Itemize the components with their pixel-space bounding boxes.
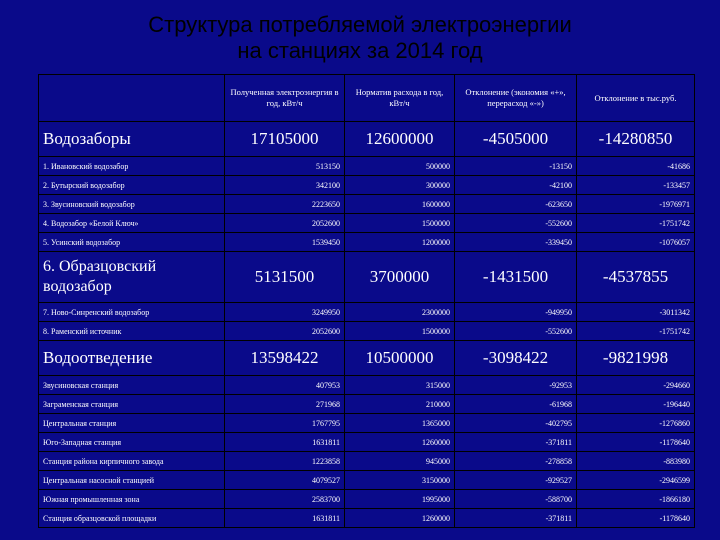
table-row [39, 509, 695, 528]
value-cell: -1431500 [455, 252, 577, 303]
value-cell: -4537855 [577, 252, 695, 303]
row-label: Станция района кирпичного завода [39, 452, 225, 471]
value-cell: -3011342 [577, 303, 695, 322]
value-cell: -2946599 [577, 471, 695, 490]
header-cell: Полученная электроэнергия в год, кВт/ч [225, 75, 345, 122]
value-cell: 500000 [345, 157, 455, 176]
value-cell: -552600 [455, 322, 577, 341]
value-cell: -929527 [455, 471, 577, 490]
value-cell: 315000 [345, 376, 455, 395]
energy-table [38, 74, 695, 528]
row-label: 5. Усинский водозабор [39, 233, 225, 252]
value-cell: 1767795 [225, 414, 345, 433]
header-cell: Отклонение в тыс.руб. [577, 75, 695, 122]
row-label: Центральная насосной станцией [39, 471, 225, 490]
row-label: Центральная станция [39, 414, 225, 433]
value-cell: 407953 [225, 376, 345, 395]
group-row [39, 122, 695, 157]
value-cell: -14280850 [577, 122, 695, 157]
value-cell: -339450 [455, 233, 577, 252]
value-cell: 1260000 [345, 433, 455, 452]
value-cell: -92953 [455, 376, 577, 395]
table-row [39, 322, 695, 341]
table-row [39, 471, 695, 490]
header-cell [39, 75, 225, 122]
row-label: 2. Бутырский водозабор [39, 176, 225, 195]
table-row [39, 157, 695, 176]
value-cell: 271968 [225, 395, 345, 414]
row-label: Водоотведение [39, 341, 225, 376]
value-cell: 4079527 [225, 471, 345, 490]
value-cell: -1976971 [577, 195, 695, 214]
title-line-1: Структура потребляемой электроэнергии [148, 12, 572, 37]
value-cell: -4505000 [455, 122, 577, 157]
value-cell: -1178640 [577, 509, 695, 528]
value-cell: -1866180 [577, 490, 695, 509]
value-cell: 210000 [345, 395, 455, 414]
row-label: 3. Звусиновский водозабор [39, 195, 225, 214]
title-line-2: на станциях за 2014 год [237, 38, 483, 63]
value-cell: -588700 [455, 490, 577, 509]
value-cell: 300000 [345, 176, 455, 195]
value-cell: 1539450 [225, 233, 345, 252]
value-cell: -294660 [577, 376, 695, 395]
value-cell: 13598422 [225, 341, 345, 376]
table-row [39, 195, 695, 214]
value-cell: -402795 [455, 414, 577, 433]
group-row [39, 341, 695, 376]
table-row [39, 233, 695, 252]
row-label: Южная промышленная зона [39, 490, 225, 509]
row-label: 4. Водозабор «Белой Ключ» [39, 214, 225, 233]
value-cell: 1600000 [345, 195, 455, 214]
group-row [39, 252, 695, 303]
table-row [39, 414, 695, 433]
value-cell: 3249950 [225, 303, 345, 322]
value-cell: 2223650 [225, 195, 345, 214]
value-cell: -1751742 [577, 322, 695, 341]
row-label: Станция образцовской площадки [39, 509, 225, 528]
table-row [39, 376, 695, 395]
value-cell: 945000 [345, 452, 455, 471]
value-cell: -196440 [577, 395, 695, 414]
value-cell: 1631811 [225, 509, 345, 528]
row-label: Заграменская станция [39, 395, 225, 414]
value-cell: -623650 [455, 195, 577, 214]
value-cell: 3700000 [345, 252, 455, 303]
value-cell: 1500000 [345, 214, 455, 233]
row-label: Звусиновская станция [39, 376, 225, 395]
value-cell: -552600 [455, 214, 577, 233]
table-row [39, 214, 695, 233]
value-cell: -42100 [455, 176, 577, 195]
value-cell: 2052600 [225, 214, 345, 233]
value-cell: 3150000 [345, 471, 455, 490]
value-cell: 12600000 [345, 122, 455, 157]
value-cell: 1260000 [345, 509, 455, 528]
slide-title [0, 12, 720, 64]
value-cell: 342100 [225, 176, 345, 195]
row-label: 8. Раменский источник [39, 322, 225, 341]
row-label: 1. Ивановский водозабор [39, 157, 225, 176]
value-cell: -949950 [455, 303, 577, 322]
table-row [39, 490, 695, 509]
row-label: Юго-Западная станция [39, 433, 225, 452]
value-cell: -1751742 [577, 214, 695, 233]
value-cell: -1276860 [577, 414, 695, 433]
table-row [39, 176, 695, 195]
value-cell: -3098422 [455, 341, 577, 376]
value-cell: 5131500 [225, 252, 345, 303]
row-label: Водозаборы [39, 122, 225, 157]
table-row [39, 303, 695, 322]
value-cell: -61968 [455, 395, 577, 414]
value-cell: -1178640 [577, 433, 695, 452]
row-label: 7. Ново-Синренский водозабор [39, 303, 225, 322]
value-cell: 1365000 [345, 414, 455, 433]
value-cell: -133457 [577, 176, 695, 195]
value-cell: -1076057 [577, 233, 695, 252]
value-cell: 1631811 [225, 433, 345, 452]
value-cell: -9821998 [577, 341, 695, 376]
value-cell: 1223858 [225, 452, 345, 471]
value-cell: -278858 [455, 452, 577, 471]
value-cell: -13150 [455, 157, 577, 176]
header-cell: Отклонение (экономия «+», перерасход «-») [455, 75, 577, 122]
table-row [39, 452, 695, 471]
value-cell: 17105000 [225, 122, 345, 157]
value-cell: 2583700 [225, 490, 345, 509]
value-cell: 1500000 [345, 322, 455, 341]
value-cell: -371811 [455, 433, 577, 452]
value-cell: 1995000 [345, 490, 455, 509]
value-cell: -371811 [455, 509, 577, 528]
value-cell: 10500000 [345, 341, 455, 376]
value-cell: 2052600 [225, 322, 345, 341]
value-cell: 2300000 [345, 303, 455, 322]
table-row [39, 433, 695, 452]
header-cell: Норматив расхода в год, кВт/ч [345, 75, 455, 122]
value-cell: -883980 [577, 452, 695, 471]
value-cell: 1200000 [345, 233, 455, 252]
value-cell: -41686 [577, 157, 695, 176]
value-cell: 513150 [225, 157, 345, 176]
header-row [39, 75, 695, 122]
table-row [39, 395, 695, 414]
row-label: 6. Образцовский водозабор [39, 252, 225, 303]
